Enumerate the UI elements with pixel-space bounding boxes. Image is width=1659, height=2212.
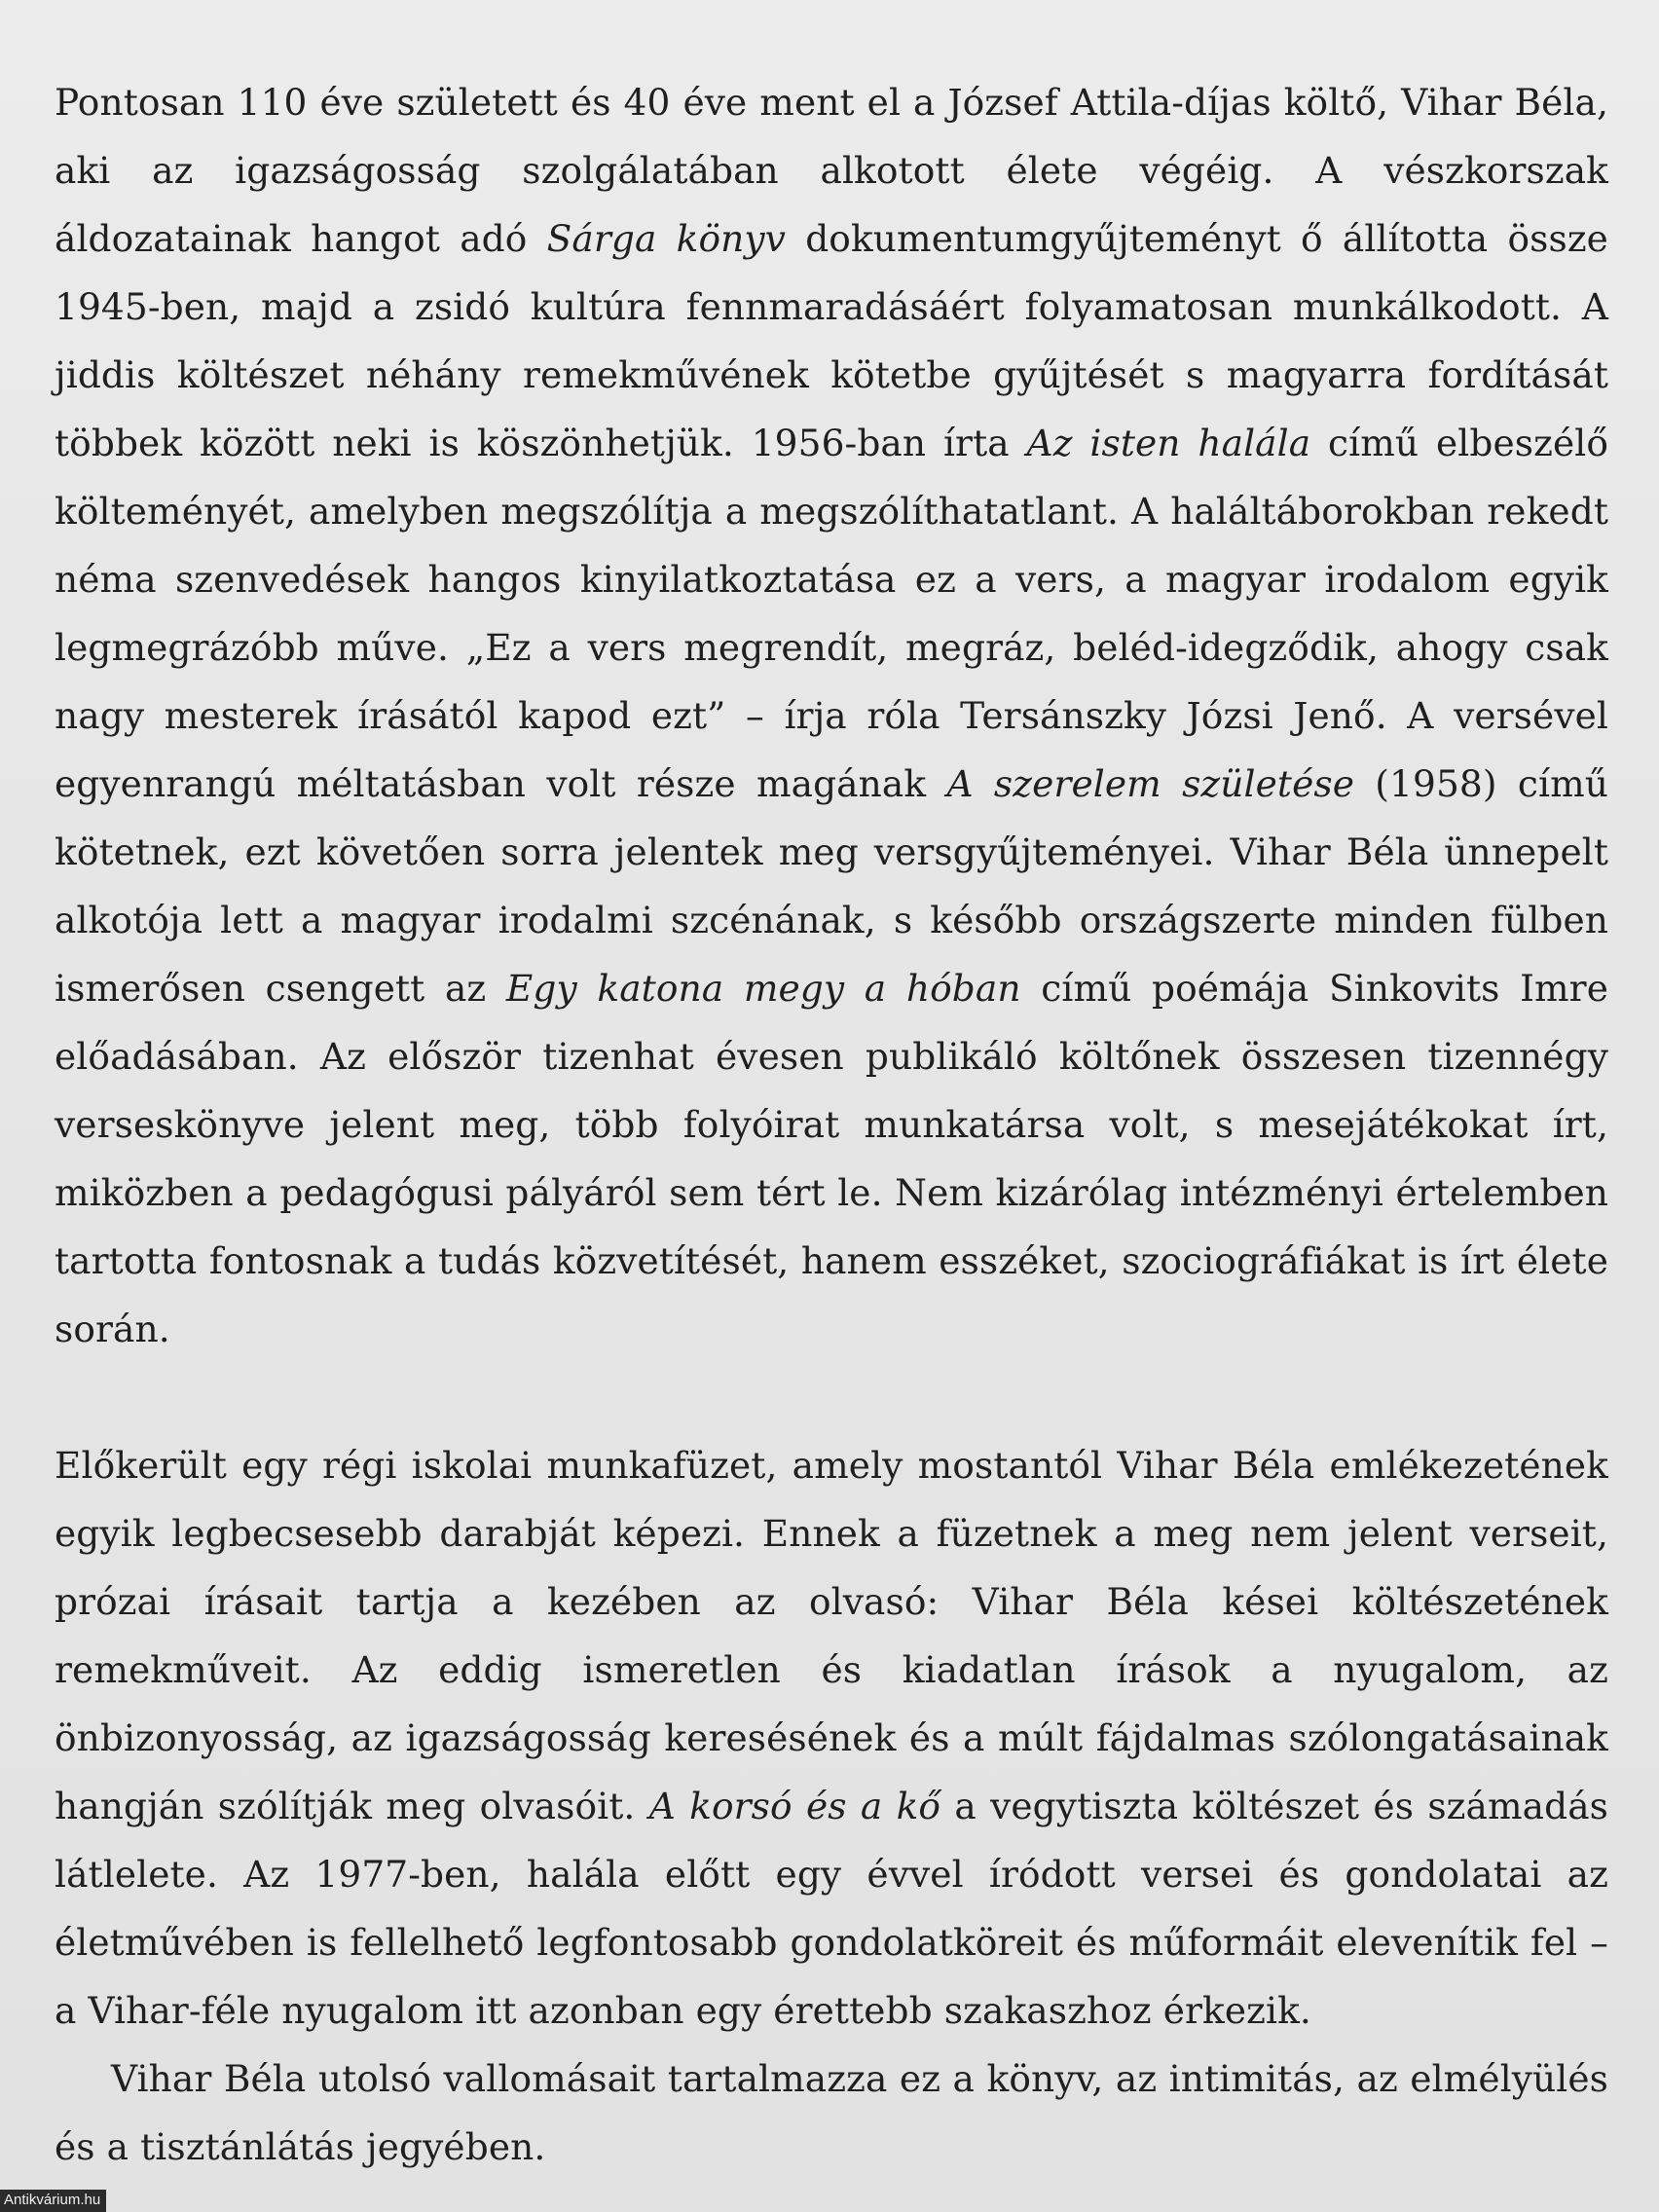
desc-text-part-1: Előkerült egy régi iskolai munkafüzet, amely mostantól Vihar Béla emlékezetének egyik legbecsesebb darabját képezi. Ennek a füzetnek a meg nem jelent verseit, prózai írásait tartja a kezében az olvasó: Vihar Béla kései költészetének remekműveit. Az eddig ismeretlen és kiadatlan írások a nyugalom, az önbizonyosság, az igazságosság keresésének és a múlt fájdalmas szólongatásainak hangján szólítják meg olvasóit. xyxy=(55,1444,1608,1827)
title-a-szerelem-szuletese: A szerelem születése xyxy=(946,762,1355,805)
site-watermark: Antikvárium.hu xyxy=(0,2190,106,2212)
bio-text-part-5: című poémája Sinkovits Imre előadásában. Az először tizenhat évesen publikáló költőnek összesen tizennégy verseskönyve jelent meg, több folyóirat munkatársa volt, s mesejátékokat írt, miközben a pedagógusi pályáról sem tért le. Nem kizárólag intézményi értelemben tartotta fontosnak a tudás közvetítését, hanem esszéket, szociográfiákat is írt élete során. xyxy=(55,967,1609,1350)
title-az-isten-halala: Az isten halála xyxy=(1026,422,1311,464)
bio-text-part-4: (1958) című kötetnek, ezt követően sorra jelentek meg versgyűjteményei. Vihar Béla ünnepelt alkotója lett a magyar irodalmi szcénának, s később országszerte minden fülben ismerősen csengett az xyxy=(55,762,1608,1010)
paragraph-biography xyxy=(55,68,1608,1363)
paragraph-closing xyxy=(55,2045,1608,2181)
bio-text-part-1: Pontosan 110 éve született és 40 éve ment el a József Attila-díjas költő, Vihar Béla, aki az igazságosság szolgálatában alkotott élete végéig. A vészkorszak áldozatainak hangot adó xyxy=(55,81,1608,260)
title-a-korso-es-a-ko: A korsó és a kő xyxy=(648,1785,941,1827)
book-back-cover-text xyxy=(55,68,1608,2181)
bio-text-part-2: dokumentumgyűjteményt ő állította össze 1945-ben, majd a zsidó kultúra fennmaradásáért folyamatosan munkálkodott. A jiddis költészet néhány remekművének kötetbe gyűjtését s magyarra fordítását többek között neki is köszönhetjük. 1956-ban írta xyxy=(55,217,1608,464)
title-sarga-konyv: Sárga könyv xyxy=(546,217,786,260)
desc-text-part-2: a vegytiszta költészet és számadás látlelete. Az 1977-ben, halála előtt egy évvel íródott versei és gondolatai az életművében is fellelhető legfontosabb gondolatköreit és műformáit elevenítik fel – a Vihar-féle nyugalom itt azonban egy érettebb szakaszhoz érkezik. xyxy=(55,1785,1609,2032)
paragraph-book-description xyxy=(55,1431,1608,2045)
closing-text: Vihar Béla utolsó vallomásait tartalmazza ez a könyv, az intimitás, az elmélyülés és a tisztánlátás jegyében. xyxy=(55,2057,1608,2168)
title-egy-katona-megy-a-hoban: Egy katona megy a hóban xyxy=(505,967,1021,1010)
bio-text-part-3: című elbeszélő költeményét, amelyben megszólítja a megszólíthatatlant. A haláltáborokban rekedt néma szenvedések hangos kinyilatkoztatása ez a vers, a magyar irodalom egyik legmegrázóbb műve. „Ez a vers megrendít, megráz, beléd-idegződik, ahogy csak nagy mesterek írásától kapod ezt” – írja róla Tersánszky Józsi Jenő. A versével egyenrangú méltatásban volt része magának xyxy=(55,422,1609,805)
